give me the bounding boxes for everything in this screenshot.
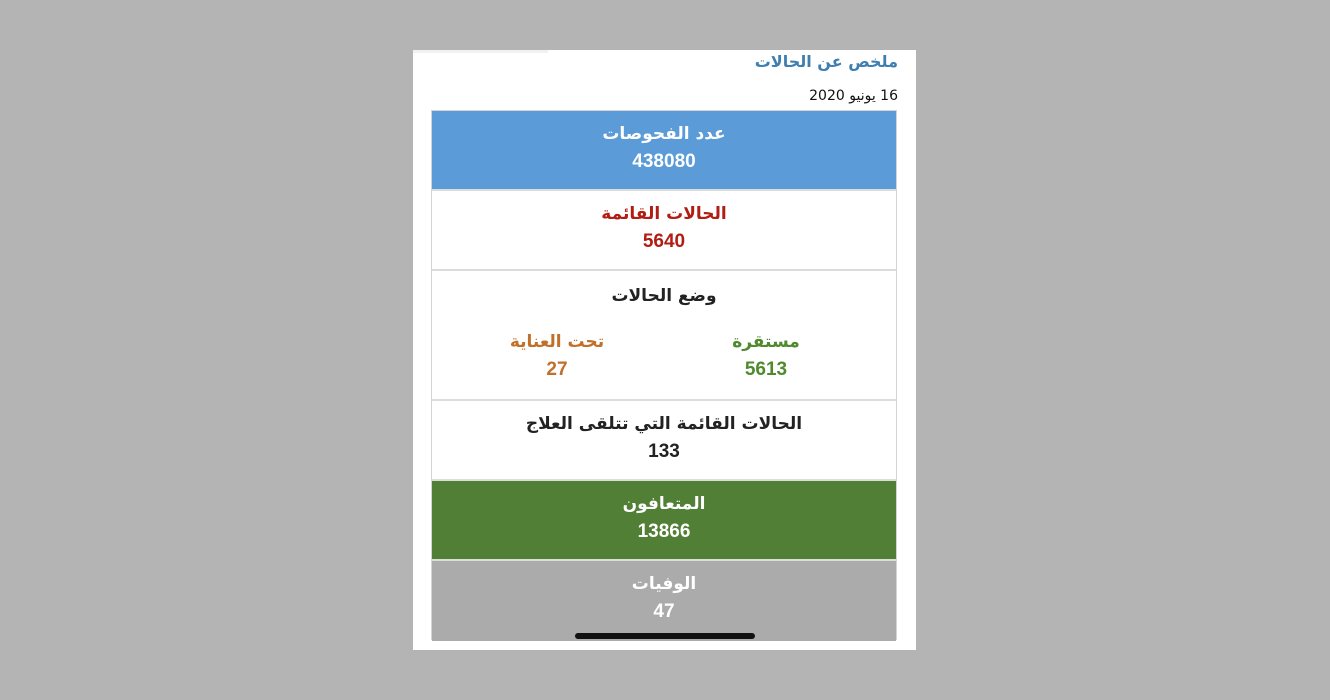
intensive-care-column xyxy=(477,331,637,381)
recovered-value: 13866 xyxy=(637,521,691,542)
case-status-title: وضع الحالات xyxy=(611,286,717,306)
intensive-care-label: تحت العناية xyxy=(509,332,605,352)
stable-cases-value: 5613 xyxy=(744,359,788,380)
tests-value: 438080 xyxy=(632,151,696,172)
status-bar-fragment xyxy=(413,50,548,53)
home-indicator[interactable] xyxy=(575,633,755,639)
cases-summary-table xyxy=(431,110,897,640)
intensive-care-value: 27 xyxy=(546,359,568,380)
active-cases-row xyxy=(432,191,896,271)
page-title: ملخص عن الحالات xyxy=(754,52,898,71)
summary-card xyxy=(413,50,916,650)
tests-row xyxy=(432,111,896,191)
deaths-label: الوفيات xyxy=(631,574,697,594)
case-status-row xyxy=(432,271,896,401)
deaths-row xyxy=(432,561,896,641)
active-treatment-row xyxy=(432,401,896,481)
case-status-columns xyxy=(432,331,896,391)
stable-cases-column xyxy=(686,331,846,381)
stable-cases-label: مستقرة xyxy=(732,332,800,352)
recovered-row xyxy=(432,481,896,561)
deaths-value: 47 xyxy=(653,601,675,622)
tests-label: عدد الفحوصات xyxy=(602,124,726,144)
summary-date: 16 يونيو 2020 xyxy=(809,88,898,104)
active-cases-value: 5640 xyxy=(642,231,686,252)
active-treatment-label: الحالات القائمة التي تتلقى العلاج xyxy=(525,414,803,434)
active-cases-label: الحالات القائمة xyxy=(601,204,727,224)
recovered-label: المتعافون xyxy=(622,494,706,514)
active-treatment-value: 133 xyxy=(648,441,680,462)
